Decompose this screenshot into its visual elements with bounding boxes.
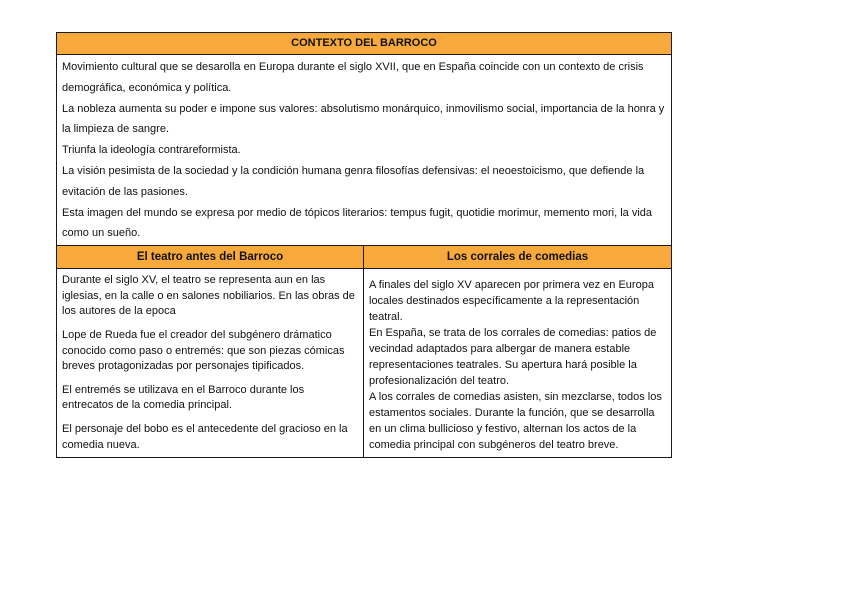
table-title: CONTEXTO DEL BARROCO — [57, 33, 671, 55]
intro-paragraph: La nobleza aumenta su poder e impone sus valores: absolutismo monárquico, inmovilismo social, importancia de la honra y la limpieza de sangre. — [62, 102, 665, 136]
right-paragraph: En España, se trata de los corrales de comedias: patios de vecindad adaptados para albergar de manera estable representaciones teatrales. Su apertura hará posible la profesionalización del teatro. — [369, 327, 657, 388]
two-column-section — [57, 245, 671, 457]
left-column-title: El teatro antes del Barroco — [57, 246, 363, 269]
intro-paragraph: Esta imagen del mundo se expresa por medio de tópicos literarios: tempus fugit, quotidie morimur, memento mori, la vida como un sueño. — [62, 206, 653, 240]
intro-section — [57, 55, 671, 245]
right-column-body — [364, 269, 671, 457]
left-paragraph: El entremés se utilizava en el Barroco durante los entrecatos de la comedia principal. — [62, 383, 305, 412]
intro-paragraph: La visión pesimista de la sociedad y la condición humana genra filosofías defensivas: el neoestoicismo, que defiende la evitación de las pasiones. — [62, 164, 645, 198]
intro-paragraph: Triunfa la ideología contrareformista. — [62, 144, 241, 157]
left-paragraph: Durante el siglo XV, el teatro se representa aun en las iglesias, en la calle o en salones nobiliarios. En las obras de los autores de la epoca — [62, 274, 355, 318]
right-paragraph: A los corrales de comedias asisten, sin mezclarse, todos los estamentos sociales. Durante la función, que se desarrolla en un clima bullicioso y festivo, alternan los actos de la comedia principal con subgéneros del teatro breve. — [369, 391, 662, 452]
context-table — [56, 32, 672, 458]
right-column — [364, 246, 671, 457]
left-column-body — [57, 269, 363, 457]
intro-paragraph: Movimiento cultural que se desarolla en Europa durante el siglo XVII, que en España coincide con un contexto de crisis demográfica, económica y política. — [62, 61, 644, 94]
left-column — [57, 246, 364, 457]
left-paragraph: Lope de Rueda fue el creador del subgénero drámatico conocido como paso o entremés: que son piezas cómicas breves protagonizadas por personajes tipificados. — [62, 328, 345, 373]
right-paragraph: A finales del siglo XV aparecen por primera vez en Europa locales destinados específicamente a la representación teatral. — [369, 279, 654, 324]
right-column-title: Los corrales de comedias — [364, 246, 671, 269]
left-paragraph: El personaje del bobo es el antecedente del gracioso en la comedia nueva. — [62, 422, 348, 451]
